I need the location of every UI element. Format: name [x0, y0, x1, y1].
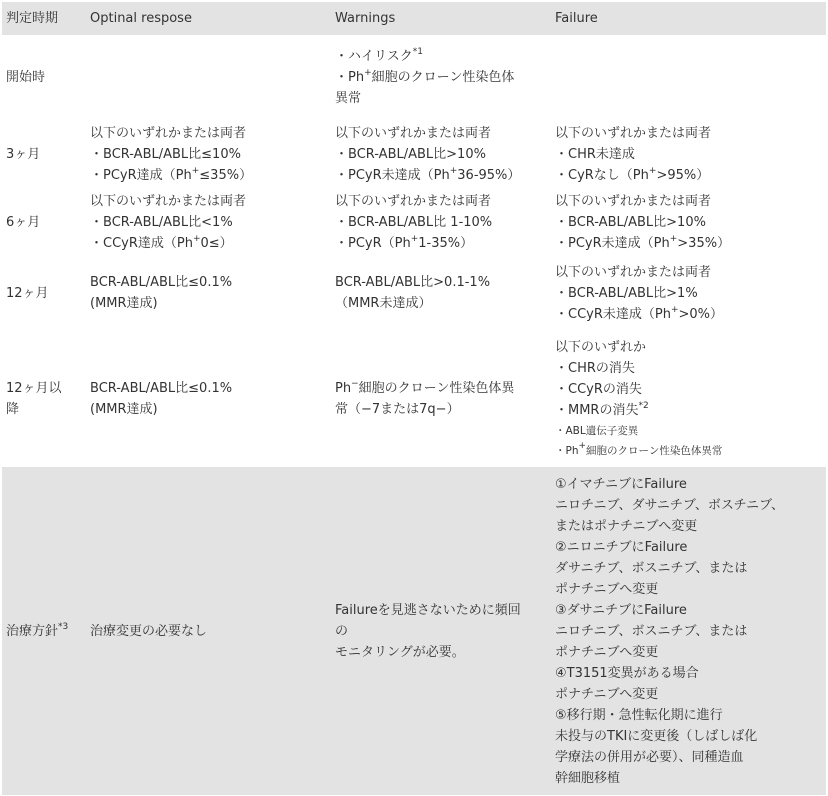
period-cell: 治療方針$^{*3}$: [6, 621, 69, 639]
table-row: [2, 467, 826, 795]
warning-line: ・BCR-ABL/ABL比 1-10%: [335, 214, 493, 230]
failure-line: 以下のいずれか: [555, 340, 647, 355]
optimal-cell: [86, 467, 331, 795]
failure-line-small: ・Ph+細胞のクローン性染色体異常: [555, 441, 723, 457]
optimal-cell: [86, 119, 331, 189]
optimal-cell: [86, 255, 331, 331]
table-row: [2, 35, 826, 119]
warnings-cell: [331, 35, 551, 119]
optimal-line: BCR-ABL/ABL比≤0.1%: [90, 381, 233, 396]
failure-line: 以下のいずれかまたは両者: [555, 193, 712, 209]
response-criteria-table: [2, 2, 826, 795]
table-row: [2, 255, 826, 331]
warning-line: モニタリングが必要。: [335, 644, 465, 660]
warning-line: の: [335, 623, 349, 639]
warning-line: ・PCyR未達成（Ph+36-95%）: [335, 165, 521, 183]
failure-line: ・BCR-ABL/ABL比>1%: [555, 285, 698, 301]
optimal-cell: [86, 35, 331, 119]
period-line: 降: [6, 402, 20, 417]
optimal-line: ・CCyR達成（Ph+0≤）: [90, 233, 233, 251]
failure-line-small: ・ABL遺伝子変異: [555, 425, 639, 437]
optimal-line: (MMR達成): [90, 402, 158, 417]
failure-line: ・BCR-ABL/ABL比>10%: [555, 214, 706, 230]
failure-cell: [551, 467, 826, 795]
failure-line: ②ニロニチブにFailure: [555, 539, 688, 555]
warning-line: ・Ph+細胞のクローン性染色体: [335, 67, 515, 85]
warning-line: 常（−7または7q−）: [335, 402, 460, 417]
table-row: [2, 189, 826, 255]
warning-line: Ph−細胞のクローン性染色体異: [335, 379, 515, 396]
failure-line: ・CCyR未達成（Ph+>0%）: [555, 304, 724, 322]
failure-line: ポナチニブへ変更: [555, 644, 659, 660]
period-cell: [2, 331, 86, 467]
period-cell: 開始時: [6, 69, 46, 85]
failure-line: 学療法の併用が必要）、同種造血: [555, 749, 744, 765]
optimal-line: ・BCR-ABL/ABL比≤10%: [90, 146, 241, 162]
failure-line: 以下のいずれかまたは両者: [555, 125, 712, 141]
failure-line: ・MMRの消失$^{*2}$: [555, 401, 649, 418]
failure-line: ④T3151変異がある場合: [555, 665, 699, 681]
failure-line: 未投与のTKIに変更後（しばしば化: [555, 728, 758, 744]
warning-line: 以下のいずれかまたは両者: [335, 193, 492, 209]
period-cell: 3ヶ月: [6, 146, 41, 162]
failure-line: ①イマチニブにFailure: [555, 476, 687, 492]
header-period: 判定時期: [6, 11, 59, 26]
failure-line: ③ダサニチブにFailure: [555, 602, 687, 618]
failure-cell: [551, 119, 826, 189]
warnings-cell: [331, 331, 551, 467]
failure-line: ・CyRなし（Ph+>95%）: [555, 165, 710, 183]
optimal-cell: [86, 189, 331, 255]
optimal-line: ・BCR-ABL/ABL比<1%: [90, 214, 233, 230]
failure-line: ・CCyRの消失: [555, 382, 642, 397]
failure-line: ポナチニブへ変更: [555, 581, 659, 597]
failure-cell: [551, 331, 826, 467]
failure-line: ・PCyR未達成（Ph+>35%）: [555, 233, 731, 251]
period-line: 12ヶ月以: [6, 381, 62, 396]
optimal-line: (MMR達成): [90, 296, 158, 311]
optimal-line: ・PCyR達成（Ph+≤35%）: [90, 165, 253, 183]
table-row: [2, 331, 826, 467]
warning-line: ・PCyR（Ph+1-35%）: [335, 233, 474, 251]
header-warnings: Warnings: [335, 11, 396, 26]
period-cell: 12ヶ月: [6, 285, 49, 301]
table-row: [2, 119, 826, 189]
failure-line: ダサニチブ、ボスニチブ、または: [555, 560, 748, 576]
warnings-cell: [331, 119, 551, 189]
failure-line: ニロチニブ、ボスニチブ、または: [555, 623, 748, 639]
failure-line: 幹細胞移植: [555, 770, 621, 786]
failure-line: ・CHRの消失: [555, 361, 635, 376]
warning-line: BCR-ABL/ABL比>0.1-1%: [335, 275, 491, 290]
optimal-line: 以下のいずれかまたは両者: [90, 193, 247, 209]
warnings-cell: [331, 189, 551, 255]
period-cell: 6ヶ月: [6, 214, 41, 230]
warning-line: 異常: [335, 90, 362, 106]
failure-cell: [551, 189, 826, 255]
warnings-cell: [331, 467, 551, 795]
optimal-line: 治療変更の必要なし: [90, 623, 208, 639]
failure-line: ・CHR未達成: [555, 146, 635, 162]
optimal-cell: [86, 331, 331, 467]
warning-line: ・ハイリスク$^{*1}$: [335, 46, 423, 64]
failure-line: ポナチニブへ変更: [555, 686, 659, 702]
optimal-line: BCR-ABL/ABL比≤0.1%: [90, 275, 233, 290]
header-optimal: Optinal respose: [90, 11, 192, 26]
optimal-line: 以下のいずれかまたは両者: [90, 125, 247, 141]
header-failure: Failure: [555, 11, 598, 26]
warning-line: （MMR未達成）: [335, 296, 432, 311]
warning-line: ・BCR-ABL/ABL比>10%: [335, 146, 486, 162]
warning-line: 以下のいずれかまたは両者: [335, 125, 492, 141]
failure-cell: [551, 255, 826, 331]
failure-line: ⑤移行期・急性転化期に進行: [555, 707, 723, 723]
header-row: [2, 2, 826, 35]
warnings-cell: [331, 255, 551, 331]
warning-line: Failureを見逃さないために頻回: [335, 602, 521, 618]
failure-line: ニロチニブ、ダサニチブ、ボスチニブ、: [555, 497, 785, 513]
failure-line: またはポナチニブへ変更: [555, 518, 698, 534]
failure-cell: [551, 35, 826, 119]
failure-line: 以下のいずれかまたは両者: [555, 264, 712, 280]
